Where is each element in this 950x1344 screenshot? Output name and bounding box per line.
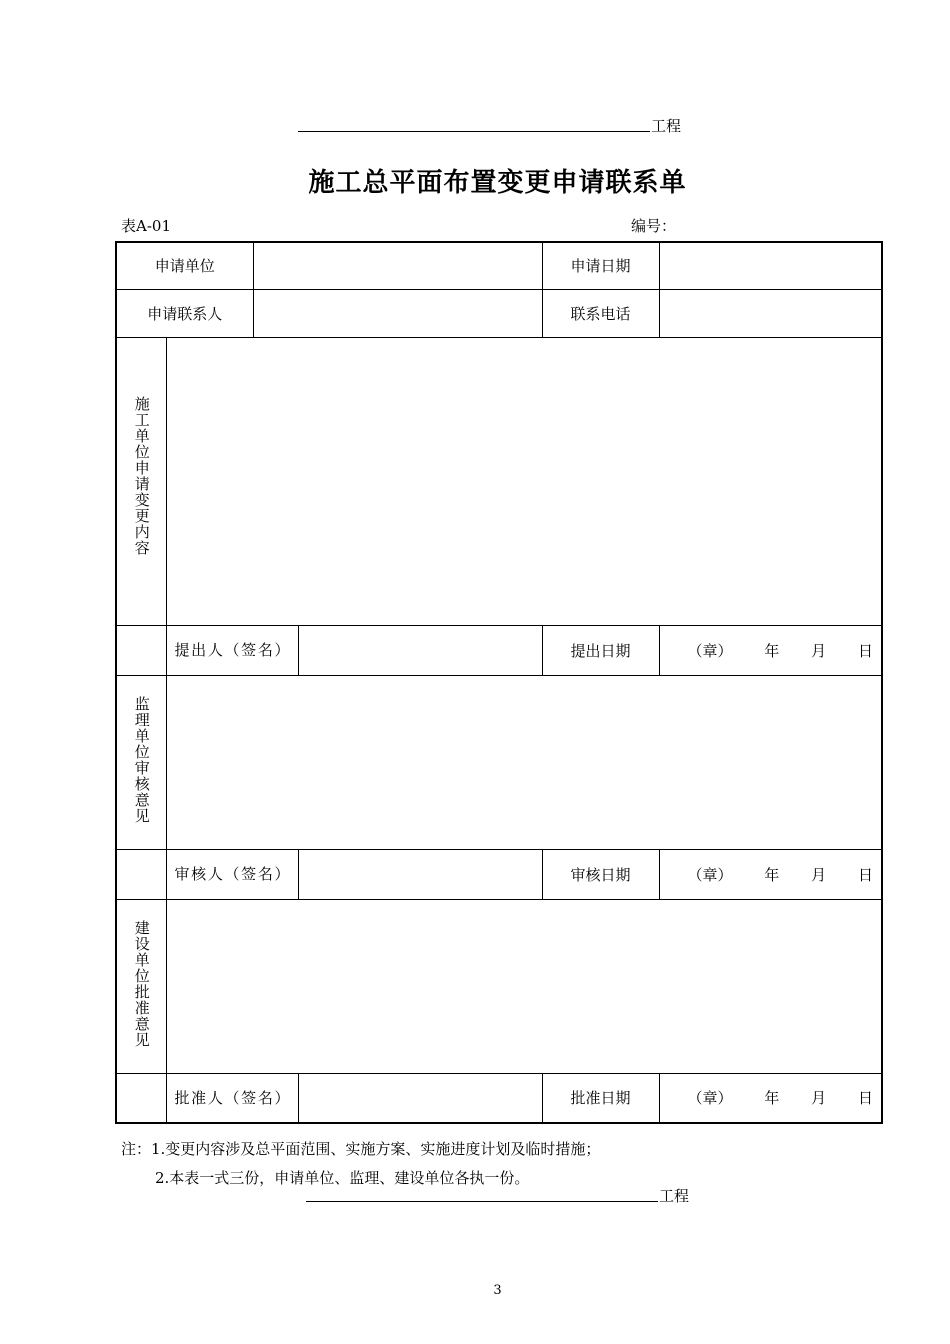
apply-unit-label: 申请单位 bbox=[116, 242, 253, 289]
note-line-1: 注：1.变更内容涉及总平面范围、实施方案、实施进度计划及临时措施； bbox=[121, 1140, 601, 1158]
owner-section-label: 建设单位批准意见 bbox=[132, 919, 151, 1048]
form-number: 表A-01 bbox=[121, 217, 171, 235]
month-label: 月 bbox=[811, 641, 827, 660]
day-label: 日 bbox=[858, 641, 874, 660]
apply-date-field[interactable] bbox=[659, 242, 882, 289]
construction-signer-field[interactable] bbox=[298, 625, 542, 675]
supervision-section-label: 监理单位审核意见 bbox=[132, 695, 151, 824]
phone-field[interactable] bbox=[659, 289, 882, 337]
supervision-signer-label-cell bbox=[166, 849, 298, 899]
supervision-date-label: 审核日期 bbox=[542, 849, 659, 899]
owner-signer-label: 批准人（签名） bbox=[174, 1088, 290, 1107]
contact-field[interactable] bbox=[253, 289, 542, 337]
construction-signer-label: 提出人（签名） bbox=[174, 641, 290, 659]
contact-label: 申请联系人 bbox=[116, 289, 253, 337]
stamp-label: （章） bbox=[687, 641, 733, 660]
phone-label: 联系电话 bbox=[542, 289, 659, 337]
stamp-label: （章） bbox=[687, 865, 733, 884]
owner-content-field[interactable] bbox=[166, 899, 882, 1073]
supervision-date-cell[interactable] bbox=[659, 849, 882, 899]
owner-date-label: 批准日期 bbox=[542, 1073, 659, 1123]
note-line-2: 2.本表一式三份，申请单位、监理、建设单位各执一份。 bbox=[155, 1169, 530, 1187]
supervision-signer-label: 审核人（签名） bbox=[174, 865, 290, 883]
supervision-content-field[interactable] bbox=[166, 675, 882, 849]
application-form bbox=[115, 241, 883, 1124]
supervision-signer-field[interactable] bbox=[298, 849, 542, 899]
footer-project-suffix: 工程 bbox=[659, 1187, 690, 1205]
construction-blank-cell bbox=[116, 625, 166, 675]
year-label: 年 bbox=[764, 1089, 780, 1108]
construction-section-label: 施工单位申请变更内容 bbox=[132, 395, 151, 556]
owner-signer-label-cell bbox=[166, 1073, 298, 1123]
construction-section-label-cell bbox=[116, 337, 166, 625]
project-name-underline bbox=[298, 131, 650, 132]
month-label: 月 bbox=[811, 865, 827, 884]
construction-date-cell[interactable] bbox=[659, 625, 882, 675]
owner-signer-field[interactable] bbox=[298, 1073, 542, 1123]
day-label: 日 bbox=[858, 1089, 874, 1108]
page-title: 施工总平面布置变更申请联系单 bbox=[308, 168, 687, 198]
year-label: 年 bbox=[764, 641, 780, 660]
apply-unit-field[interactable] bbox=[253, 242, 542, 289]
stamp-label: （章） bbox=[687, 1089, 733, 1108]
supervision-blank-cell bbox=[116, 849, 166, 899]
apply-date-label: 申请日期 bbox=[542, 242, 659, 289]
year-label: 年 bbox=[764, 865, 780, 884]
construction-date-label: 提出日期 bbox=[542, 625, 659, 675]
serial-number-label: 编号： bbox=[631, 217, 677, 235]
owner-section-label-cell bbox=[116, 899, 166, 1073]
owner-blank-cell bbox=[116, 1073, 166, 1123]
page-number: 3 bbox=[493, 1283, 502, 1298]
month-label: 月 bbox=[811, 1089, 827, 1108]
project-suffix: 工程 bbox=[651, 117, 682, 135]
construction-signer-label-cell bbox=[166, 625, 298, 675]
construction-content-field[interactable] bbox=[166, 337, 882, 625]
day-label: 日 bbox=[858, 865, 874, 884]
supervision-section-label-cell bbox=[116, 675, 166, 849]
owner-date-cell[interactable] bbox=[659, 1073, 882, 1123]
footer-project-underline bbox=[306, 1201, 658, 1202]
